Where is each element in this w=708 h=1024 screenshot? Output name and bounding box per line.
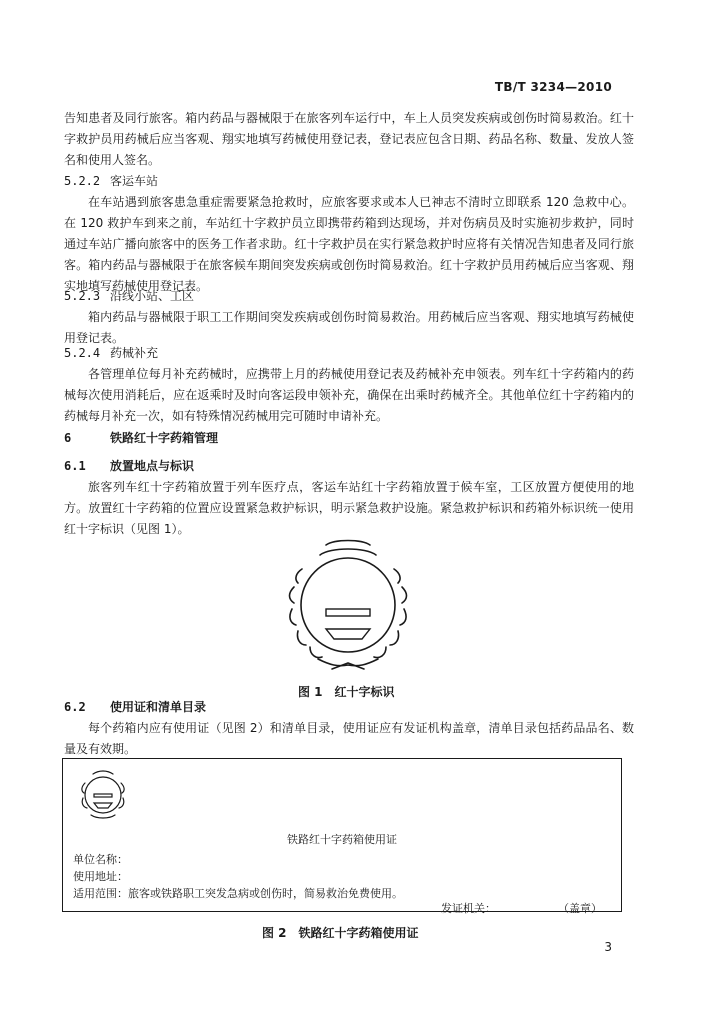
heading-title: 放置地点与标识: [110, 459, 195, 473]
location-label: 使用地址：: [73, 870, 128, 883]
seal-label: （盖章）: [558, 902, 602, 915]
heading-title: 使用证和清单目录: [110, 700, 207, 714]
heading-6-1: [64, 456, 634, 477]
heading-6: [64, 428, 634, 449]
heading-number: 5.2.4: [64, 346, 101, 360]
section-6-1: [64, 456, 634, 540]
paragraph: 箱内药品与器械限于职工工作期间突发疾病或创伤时简易救治。用药械后应当客观、翔实地填写药械使用登记表。: [64, 310, 634, 345]
heading-number: 5.2.3: [64, 289, 101, 303]
paragraph: 在车站遇到旅客患急重症需要紧急抢救时，应旅客要求或本人已神志不清时立即联系 120 急救中心。在 120 救护车到来之前，车站红十字救护员立即携带药箱到达现场，并对伤病员及时实施初步救护，同时通过车站广播向旅客中的医务工作者求助。红十字救护员在实行紧急救护时应将有关情况告知患者及同行旅客。箱内药品与器械限于在旅客候车期间突发疾病或创伤时简易救治。红十字救护员用药械后应当客观、翔实地填写药械使用登记表。: [64, 195, 634, 293]
heading-5-2-2: [64, 171, 634, 192]
figure-2-caption: 图 2 铁路红十字药箱使用证: [262, 926, 419, 940]
section-5-2-3: [64, 286, 634, 349]
heading-title: 客运车站: [110, 174, 159, 188]
section-5-2-2: [64, 171, 634, 297]
page-number: 3: [604, 940, 612, 954]
certificate-title: 铁路红十字药箱使用证: [287, 833, 397, 846]
heading-title: 沿线小站、工区: [110, 289, 195, 303]
heading-title: 药械补充: [110, 346, 159, 360]
paragraph: 各管理单位每月补充药械时，应携带上月的药械使用登记表及药械补充申领表。列车红十字药箱内的药械每次使用消耗后，应在返乘时及时向客运段申领补充，确保在出乘时药械齐全。其他单位红十字药箱内的药械每月补充一次，如有特殊情况药械用完可随时申请补充。: [64, 367, 634, 423]
section-5-2-1-continued: [64, 108, 634, 171]
scope-text: 适用范围：旅客或铁路职工突发急病或创伤时，简易救治免费使用。: [73, 887, 403, 900]
issuer-label: 发证机关：: [441, 902, 496, 915]
heading-number: 6.1: [64, 459, 86, 473]
figure-1-caption: 图 1 红十字标识: [298, 685, 395, 699]
heading-number: 5.2.2: [64, 174, 101, 188]
section-5-2-4: [64, 343, 634, 427]
red-cross-emblem-figure: [268, 533, 428, 675]
heading-number: 6.2: [64, 700, 86, 714]
paragraph: 告知患者及同行旅客。箱内药品与器械限于在旅客列车运行中，车上人员突发疾病或创伤时简易救治。红十字救护员用药械后应当客观、翔实地填写药械使用登记表，登记表应包含日期、药品名称、数量、发放人签名和使用人签名。: [64, 111, 634, 167]
heading-number: 6: [64, 431, 72, 445]
section-6-2: [64, 697, 634, 760]
usage-certificate-figure: [62, 758, 622, 915]
unit-name-label: 单位名称：: [73, 853, 128, 866]
paragraph: 旅客列车红十字药箱放置于列车医疗点，客运车站红十字药箱放置于候车室，工区放置方便使用的地方。放置红十字药箱的位置应设置紧急救护标识，明示紧急救护设施。紧急救护标识和药箱外标识统一使用红十字标识（见图 1）。: [64, 480, 634, 536]
paragraph: 每个药箱内应有使用证（见图 2）和清单目录，使用证应有发证机构盖章，清单目录包括药品品名、数量及有效期。: [64, 721, 634, 756]
standard-code: TB/T 3234—2010: [494, 80, 612, 94]
red-cross-emblem-small: [73, 765, 133, 825]
heading-5-2-4: [64, 343, 634, 364]
section-6: [64, 428, 634, 449]
heading-title: 铁路红十字药箱管理: [110, 431, 219, 445]
heading-5-2-3: [64, 286, 634, 307]
heading-6-2: [64, 697, 634, 718]
